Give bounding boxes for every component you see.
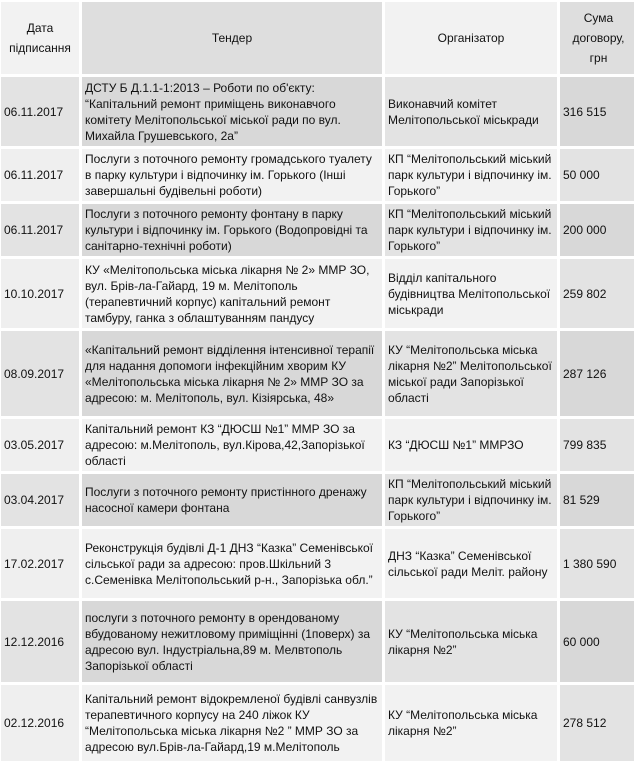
cell-organizer: КП “Мелітопольський міський парк культури і відпочинку ім. Горького”	[385, 204, 557, 256]
table-row	[1, 685, 634, 761]
cell-date: 06.11.2017	[1, 149, 79, 201]
cell-date: 10.10.2017	[1, 259, 79, 328]
cell-sum: 799 835	[560, 419, 634, 471]
cell-date: 08.09.2017	[1, 331, 79, 416]
cell-tender: Реконструкція будівлі Д-1 ДНЗ “Казка” Семенівської сільської ради за адресою: пров.Шкільний 3 с.Семенівка Мелітопольський р-н., Запорізька обл.”	[82, 529, 382, 598]
cell-tender: Послуги з поточного ремонту фонтану в парку культури і відпочинку ім. Горького (Водопровідні та санітарно-технічні роботи)	[82, 204, 382, 256]
cell-organizer: КП “Мелітопольський міський парк культури і відпочинку ім. Горького”	[385, 474, 557, 526]
table-row	[1, 331, 634, 416]
table-row	[1, 601, 634, 682]
table-row	[1, 77, 634, 146]
cell-date: 03.04.2017	[1, 474, 79, 526]
table-row	[1, 474, 634, 526]
cell-organizer: ДНЗ “Казка” Семенівської сільської ради Меліт. району	[385, 529, 557, 598]
cell-date: 02.12.2016	[1, 685, 79, 761]
cell-tender: Послуги з поточного ремонту пристінного дренажу насосної камери фонтана	[82, 474, 382, 526]
cell-date: 12.12.2016	[1, 601, 79, 682]
table-row	[1, 149, 634, 201]
header-sum: Сума договору, грн	[560, 2, 634, 74]
cell-date: 17.02.2017	[1, 529, 79, 598]
cell-date: 03.05.2017	[1, 419, 79, 471]
table-row	[1, 419, 634, 471]
cell-tender: КУ «Мелітопольська міська лікарня № 2» ММР ЗО, вул. Брів-ла-Гайард, 19 м. Мелітополь (терапевтичний корпус) капітальний ремонт тамбуру, ганка з облаштуванням пандусу	[82, 259, 382, 328]
cell-tender: Капітальний ремонт відокремленої будівлі санвузлів терапевтичного корпусу на 240 ліжок КУ “Мелітопольська міська лікарня №2 ” ММР ЗО за адресою вул.Брів-ла-Гайард,19 м.Мелітополь	[82, 685, 382, 761]
header-row	[1, 2, 634, 74]
cell-tender: Капітальний ремонт КЗ “ДЮСШ №1” ММР ЗО за адресою: м.Мелітополь, вул.Кірова,42,Запорізької області	[82, 419, 382, 471]
cell-sum: 60 000	[560, 601, 634, 682]
cell-tender: «Капітальний ремонт відділення інтенсивної терапії для надання допомоги інфекційним хворим КУ «Мелітопольська міська лікарня № 2» ММР ЗО за адресою: м. Мелітополь, вул. Кізіярська, 48»	[82, 331, 382, 416]
cell-tender: Послуги з поточного ремонту громадського туалету в парку культури і відпочинку ім. Горького (Інші завершальні будівельні роботи)	[82, 149, 382, 201]
cell-sum: 316 515	[560, 77, 634, 146]
header-date: Дата підписання	[1, 2, 79, 74]
cell-date: 06.11.2017	[1, 204, 79, 256]
cell-sum: 259 802	[560, 259, 634, 328]
header-organizer: Організатор	[385, 2, 557, 74]
table-row	[1, 204, 634, 256]
cell-sum: 1 380 590	[560, 529, 634, 598]
cell-organizer: КП “Мелітопольський міський парк культури і відпочинку ім. Горького”	[385, 149, 557, 201]
header-tender: Тендер	[82, 2, 382, 74]
table-row	[1, 529, 634, 598]
cell-sum: 50 000	[560, 149, 634, 201]
table-row	[1, 259, 634, 328]
cell-sum: 278 512	[560, 685, 634, 761]
cell-organizer: КУ “Мелітопольська міська лікарня №2”	[385, 601, 557, 682]
cell-sum: 81 529	[560, 474, 634, 526]
cell-organizer: Виконавчий комітет Мелітопольської міськради	[385, 77, 557, 146]
cell-organizer: КУ “Мелітопольська міська лікарня №2” Мелітопольської міської ради Запорізької області	[385, 331, 557, 416]
cell-organizer: КУ “Мелітопольська міська лікарня №2”	[385, 685, 557, 761]
cell-sum: 287 126	[560, 331, 634, 416]
cell-tender: послуги з поточного ремонту в орендованому вбудованому нежитловому приміщінні (1поверх) за адресою вул. Індустріальна,89 м. Мелвтополь Запорізької області	[82, 601, 382, 682]
cell-organizer: Відділ капітального будівництва Мелітопольської міськради	[385, 259, 557, 328]
cell-date: 06.11.2017	[1, 77, 79, 146]
cell-organizer: КЗ “ДЮСШ №1” ММРЗО	[385, 419, 557, 471]
cell-tender: ДСТУ Б Д.1.1-1:2013 – Роботи по об'єкту: “Капітальний ремонт приміщень виконавчого комітету Мелітопольської міської ради по вул. Михайла Грушевського, 2а”	[82, 77, 382, 146]
cell-sum: 200 000	[560, 204, 634, 256]
